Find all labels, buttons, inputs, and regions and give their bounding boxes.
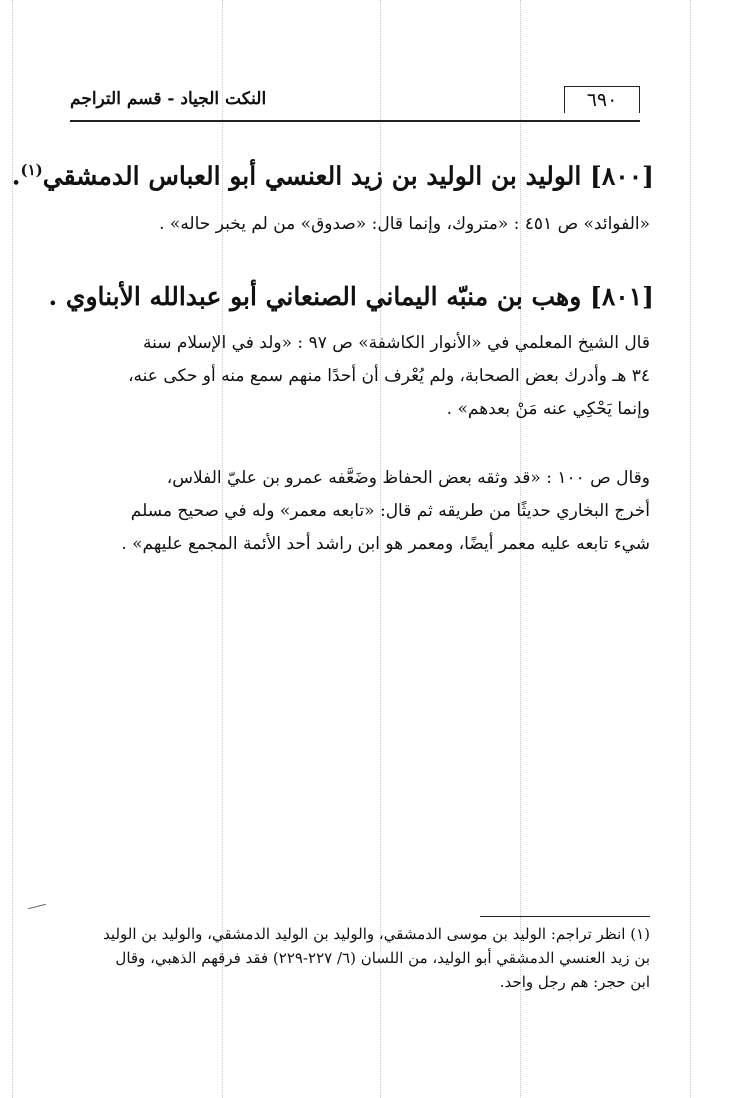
- entry-801-title-text: [٨٠١] وهب بن منبّه اليماني الصنعاني أبو عبدالله الأبناوي .: [48, 282, 654, 311]
- entry-801-title: [48, 276, 654, 318]
- entry-801-paragraph-1: [60, 327, 650, 426]
- page-number: ٦٩٠: [564, 86, 640, 113]
- paragraph-line: وإنما يَحْكِي عنه مَنْ بعدهم» .: [446, 399, 650, 419]
- entry-800-title: [11, 150, 654, 191]
- entry-800-line: «الفوائد» ص ٤٥١ : «متروك، وإنما قال: «صدوق» من لم يخبر حاله» .: [159, 214, 650, 234]
- scan-artifact-mark: [28, 904, 46, 909]
- entry-800-body: [70, 208, 650, 241]
- paragraph-line: ٣٤ هـ وأدرك بعض الصحابة، ولم يُعْرف أن أحدًا منهم سمع منه أو حكى عنه،: [128, 366, 650, 386]
- footnote-reference: (١): [20, 161, 43, 179]
- entry-801-paragraph-2: [60, 462, 650, 561]
- page-header: [70, 86, 640, 122]
- paragraph-line: شيء تابعه عليه معمر أيضًا، ومعمر هو ابن راشد أحد الأئمة المجمع عليهم» .: [121, 534, 650, 554]
- footnote-separator: [480, 916, 650, 917]
- entry-800-title-text: [٨٠٠] الوليد بن الوليد بن زيد العنسي أبو العباس الدمشقي: [42, 161, 654, 191]
- paragraph-line: أخرج البخاري حديثًا من طريقه ثم قال: «تابعه معمر» وله في صحيح مسلم: [130, 501, 650, 521]
- running-title: النكت الجياد - قسم التراجم: [70, 89, 267, 109]
- paragraph-line: قال الشيخ المعلمي في «الأنوار الكاشفة» ص ٩٧ : «ولد في الإسلام سنة: [142, 333, 650, 353]
- footnote: [70, 922, 650, 994]
- scan-guide-line: [690, 0, 691, 1098]
- footnote-line: بن زيد العنسي الدمشقي أبو الوليد، من اللسان (٦/ ٢٢٧-٢٢٩) فقد فرقهم الذهبي، وقال: [115, 949, 650, 967]
- footnote-line: ابن حجر: هم رجل واحد.: [499, 973, 650, 991]
- entry-800-title-end: .: [11, 161, 21, 191]
- footnote-line: (١) انظر تراجم: الوليد بن موسى الدمشقي، والوليد بن الوليد الدمشقي، والوليد بن الوليد: [103, 925, 650, 943]
- paragraph-line: وقال ص ١٠٠ : «قد وثقه بعض الحفاظ وضَعَّفه عمرو بن عليّ الفلاس،: [166, 468, 650, 488]
